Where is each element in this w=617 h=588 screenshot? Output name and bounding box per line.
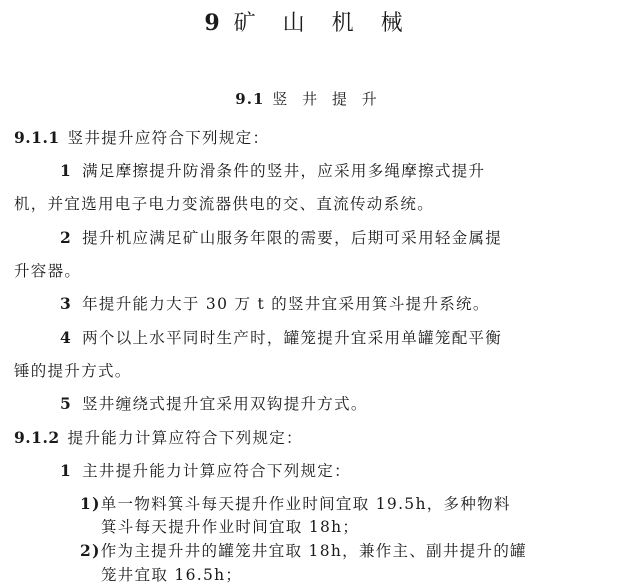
- item-1-line-1: [60, 160, 485, 182]
- item-1-line-2: [14, 193, 434, 215]
- section-number: 9.1: [235, 90, 265, 108]
- item-4-line-1: [60, 327, 502, 349]
- subitem-2-line-1: [80, 540, 527, 562]
- item-3-line-1: [60, 293, 490, 315]
- clause-9-1-1: [14, 127, 269, 149]
- item-text: 竖井缠绕式提升宜采用双钩提升方式。: [82, 395, 368, 413]
- subitem-number: 2): [80, 541, 101, 560]
- item-5-line-1: [60, 393, 368, 415]
- item-1-line-1: [60, 460, 351, 482]
- chapter-title: [0, 6, 617, 37]
- item-number: 1: [60, 461, 73, 480]
- subitem-1-line-1: [80, 493, 511, 515]
- item-text: 提升机应满足矿山服务年限的需要，后期可采用轻金属提: [82, 229, 503, 247]
- section-name: 竖 井 提 升: [272, 90, 382, 108]
- item-number: 3: [60, 294, 73, 313]
- item-2-line-2: [14, 260, 81, 282]
- subitem-1-line-2: [101, 516, 359, 538]
- item-number: 5: [60, 394, 73, 413]
- chapter-name: 矿 山 机 械: [233, 11, 413, 36]
- item-text: 升容器。: [14, 262, 82, 280]
- subitem-text: 作为主提升井的罐笼井宜取 18h，兼作主、副井提升的罐: [100, 542, 527, 560]
- item-text: 两个以上水平同时生产时，罐笼提升宜采用单罐笼配平衡: [82, 329, 503, 347]
- subitem-text: 笼井宜取 16.5h；: [101, 566, 243, 584]
- item-number: 2: [60, 228, 73, 247]
- clause-number: 9.1.2: [14, 428, 60, 447]
- chapter-number: 9: [204, 10, 220, 36]
- subitem-text: 箕斗每天提升作业时间宜取 18h；: [101, 518, 360, 536]
- item-text: 锤的提升方式。: [14, 362, 132, 380]
- item-text: 年提升能力大于 30 万 t 的竖井宜采用箕斗提升系统。: [82, 295, 490, 313]
- item-number: 4: [60, 328, 73, 347]
- clause-9-1-2: [14, 427, 303, 449]
- item-number: 1: [60, 161, 73, 180]
- item-text: 满足摩擦提升防滑条件的竖井，应采用多绳摩擦式提升: [82, 162, 486, 180]
- clause-number: 9.1.1: [14, 128, 60, 147]
- section-title: [0, 88, 617, 109]
- subitem-text: 单一物料箕斗每天提升作业时间宜取 19.5h，多种物料: [100, 495, 511, 513]
- subitem-number: 1): [80, 494, 101, 513]
- subitem-2-line-2: [101, 564, 242, 586]
- item-text: 主井提升能力计算应符合下列规定：: [82, 462, 351, 480]
- item-text: 机，并宜选用电子电力变流器供电的交、直流传动系统。: [14, 195, 435, 213]
- item-4-line-2: [14, 360, 132, 382]
- clause-text: 竖井提升应符合下列规定：: [67, 129, 270, 147]
- clause-text: 提升能力计算应符合下列规定：: [67, 429, 303, 447]
- item-2-line-1: [60, 227, 502, 249]
